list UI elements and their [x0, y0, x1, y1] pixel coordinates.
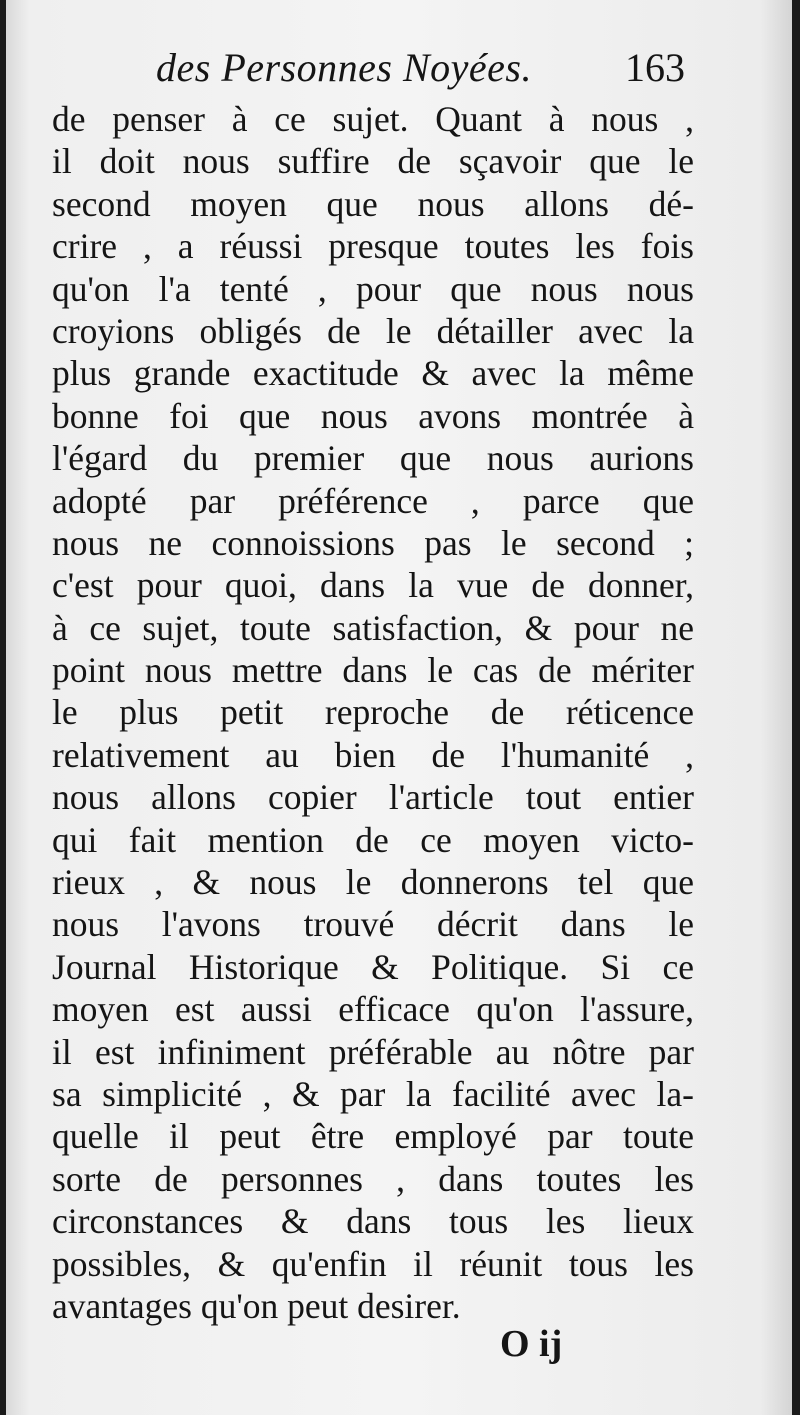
body-text [52, 98, 694, 1327]
text-line: point nous mettre dans le cas de mériter [52, 650, 694, 691]
text-line: quelle il peut être employé par toute [52, 1116, 694, 1157]
text-line: sorte de personnes , dans toutes les [52, 1158, 694, 1199]
text-line: c'est pour quoi, dans la vue de donner, [52, 565, 694, 606]
running-head-title: des Personnes Noyées. [156, 45, 532, 90]
signature-mark: O ij [500, 1323, 563, 1365]
text-line: sa simplicité , & par la facilité avec la- [52, 1073, 694, 1114]
text-line: nous ne connoissions pas le second ; [52, 522, 694, 563]
running-head [6, 44, 792, 94]
text-line: croyions obligés de le détailler avec la [52, 310, 694, 351]
text-line: nous allons copier l'article tout entier [52, 777, 694, 818]
text-line: plus grande exactitude & avec la même [52, 353, 694, 394]
text-line: il doit nous suffire de sçavoir que le [52, 141, 694, 182]
text-line: bonne foi que nous avons montrée à [52, 395, 694, 436]
text-line: adopté par préférence , parce que [52, 480, 694, 521]
text-line: l'égard du premier que nous aurions [52, 438, 694, 479]
text-line: second moyen que nous allons dé- [52, 183, 694, 224]
text-line: à ce sujet, toute satisfaction, & pour ne [52, 607, 694, 648]
text-line: circonstances & dans tous les lieux [52, 1201, 694, 1242]
page-number: 163 [625, 45, 685, 90]
book-page [6, 0, 792, 1415]
text-line: le plus petit reproche de réticence [52, 692, 694, 733]
text-line: possibles, & qu'enfin il réunit tous les [52, 1243, 694, 1284]
text-line: qui fait mention de ce moyen victo- [52, 819, 694, 860]
text-line: qu'on l'a tenté , pour que nous nous [52, 268, 694, 309]
text-line: moyen est aussi efficace qu'on l'assure, [52, 989, 694, 1030]
text-line: avantages qu'on peut desirer. [52, 1285, 461, 1326]
text-line: il est infiniment préférable au nôtre par [52, 1031, 694, 1072]
text-line: relativement au bien de l'humanité , [52, 734, 694, 775]
text-line: nous l'avons trouvé décrit dans le [52, 904, 694, 945]
text-line: Journal Historique & Politique. Si ce [52, 946, 694, 987]
text-line: de penser à ce sujet. Quant à nous , [52, 99, 694, 139]
text-line: rieux , & nous le donnerons tel que [52, 862, 694, 903]
text-line: crire , a réussi presque toutes les fois [52, 226, 694, 267]
